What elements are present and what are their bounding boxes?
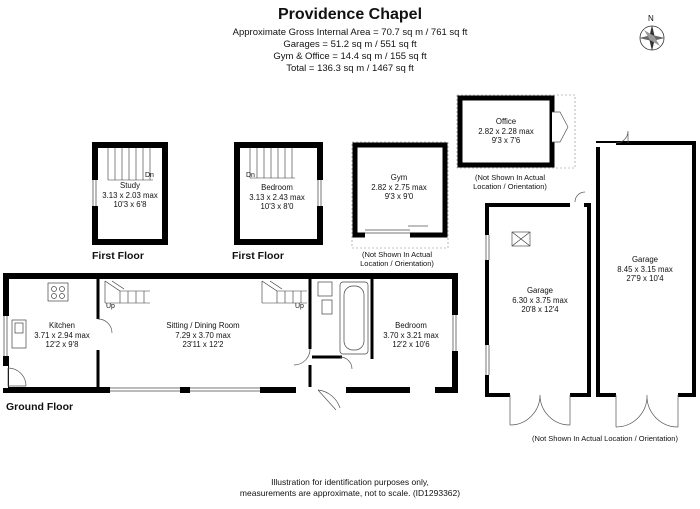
area-line-total: Total = 136.3 sq m / 1467 sq ft	[286, 63, 414, 74]
room-garage-1: Garage 6.30 x 3.75 max 20'8 x 12'4	[512, 286, 568, 314]
floor-label-ground: Ground Floor	[6, 401, 74, 413]
note-gym: (Not Shown In Actual Location / Orientation)	[360, 250, 434, 268]
floor-label-first-2: First Floor	[232, 250, 284, 262]
room-office: Office 2.82 x 2.28 max 9'3 x 7'6	[478, 117, 534, 145]
note-garages: (Not Shown In Actual Location / Orientation)	[532, 434, 678, 443]
room-gym: Gym 2.82 x 2.75 max 9'3 x 9'0	[371, 173, 427, 201]
room-bedroom-ground: Bedroom 3.70 x 3.21 max 12'2 x 10'6	[383, 321, 439, 349]
page-title: Providence Chapel	[277, 6, 423, 23]
stair-up-2: Up	[295, 303, 304, 310]
stair-dn-study: Dn	[145, 172, 154, 179]
room-kitchen: Kitchen 3.71 x 2.94 max 12'2 x 9'8	[34, 321, 90, 349]
note-office: (Not Shown In Actual Location / Orientation)	[473, 173, 547, 191]
room-study: Study 3.13 x 2.03 max 10'3 x 6'8	[102, 181, 158, 209]
room-garage-2: Garage 8.45 x 3.15 max 27'9 x 10'4	[617, 255, 673, 283]
disclaimer: Illustration for identification purposes only, measurements are approximate, not to scale. (ID1293362)	[239, 477, 461, 498]
stair-dn-bedroom: Dn	[246, 172, 255, 179]
area-line-gym-office: Gym & Office = 14.4 sq m / 155 sq ft	[273, 51, 427, 62]
room-sitting-dining: Sitting / Dining Room 7.29 x 3.70 max 23'11 x 12'2	[166, 321, 240, 349]
floor-label-first-1: First Floor	[92, 250, 144, 262]
area-line-internal: Approximate Gross Internal Area = 70.7 sq m / 761 sq ft	[232, 27, 468, 38]
room-bedroom-first: Bedroom 3.13 x 2.43 max 10'3 x 8'0	[249, 183, 305, 211]
compass-north-label: N	[648, 14, 654, 23]
area-line-garages: Garages = 51.2 sq m / 551 sq ft	[283, 39, 417, 50]
stair-up-1: Up	[106, 303, 115, 310]
